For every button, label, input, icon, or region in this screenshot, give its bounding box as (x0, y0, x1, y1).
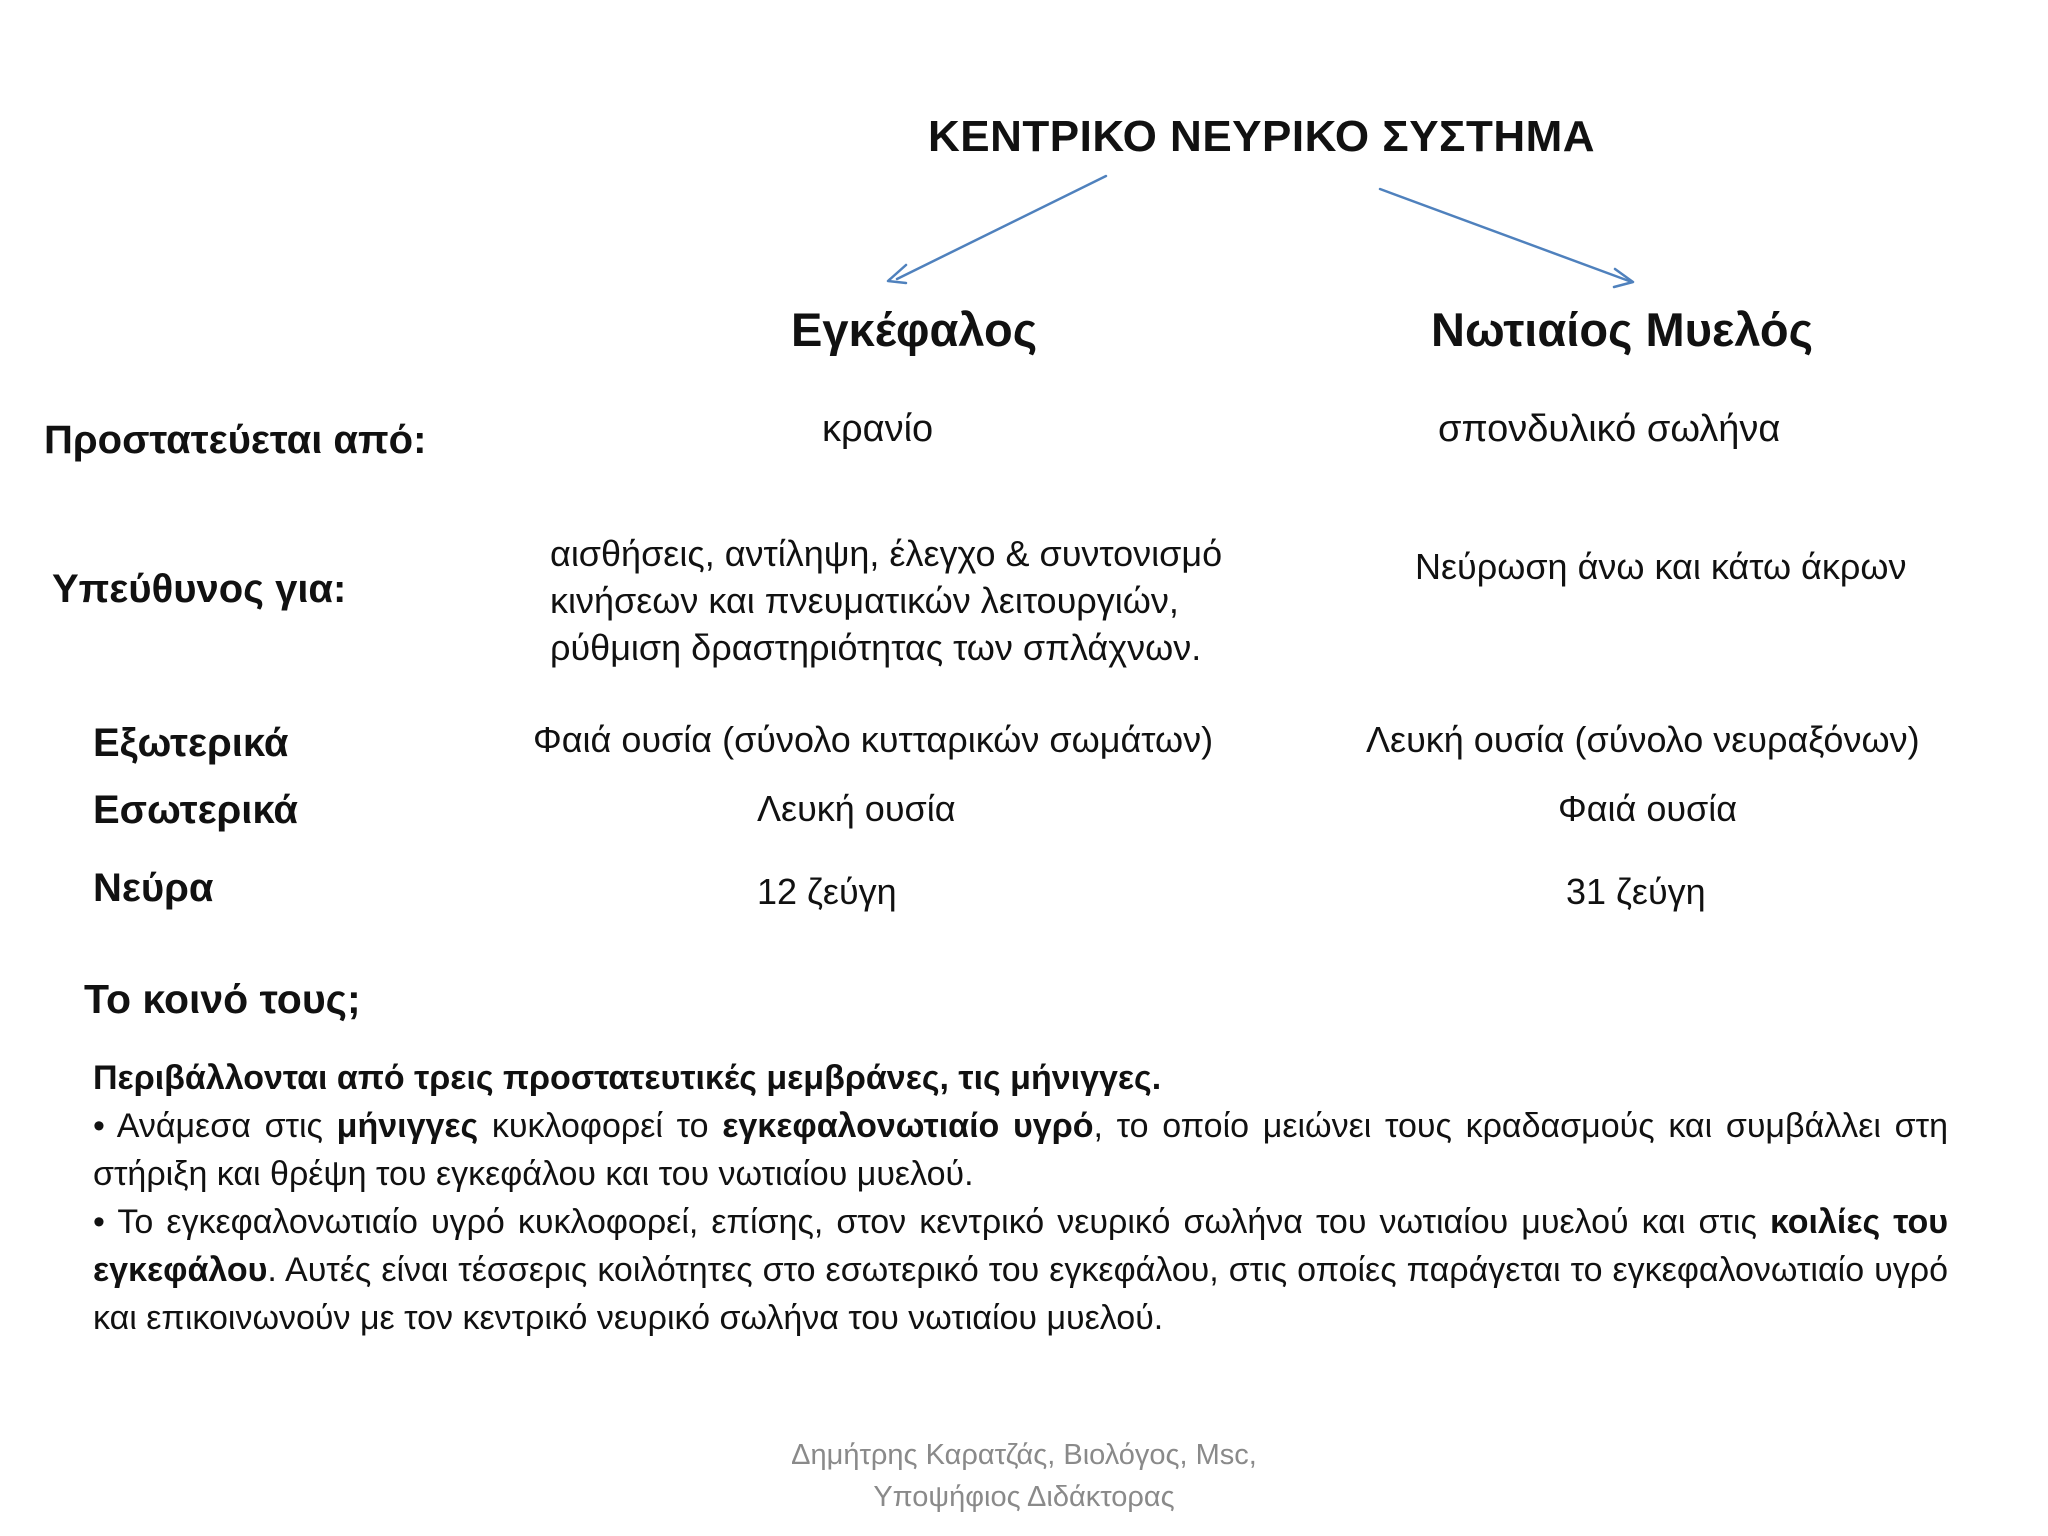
text-span: , το οποίο μειώνει τους κραδασμούς και συμβάλλει στη στήριξη και θρέψη του εγκεφάλου και του νωτιαίου μυελού. (93, 1107, 1948, 1193)
cell-spinal-internal: Φαιά ουσία (1558, 788, 1738, 829)
cell-brain-internal: Λευκή ουσία (757, 788, 956, 829)
row-label-nerves: Νεύρα (93, 866, 214, 910)
arrow-to-brain (897, 176, 1106, 279)
text-line: κινήσεων και πνευματικών λειτουργιών, (550, 580, 1179, 621)
cell-spinal-nerves: 31 ζεύγη (1566, 871, 1706, 912)
row-label-external: Εξωτερικά (93, 721, 289, 765)
cell-brain-external: Φαιά ουσία (σύνολο κυτταρικών σωμάτων) (533, 719, 1214, 760)
text-line: αισθήσεις, αντίληψη, έλεγχο & συντονισμό (550, 533, 1223, 574)
page-title: ΚΕΝΤΡΙΚΟ ΝΕΥΡΙΚΟ ΣΥΣΤΗΜΑ (928, 112, 1596, 161)
row-label-protected-by: Προστατεύεται από: (44, 418, 427, 462)
cell-brain-protected-by: κρανίο (822, 408, 934, 450)
text-span: κυκλοφορεί το (478, 1107, 723, 1145)
bold-term: κοιλίες του εγκεφάλου (93, 1203, 1948, 1289)
footer-line: Υποψήφιος Διδάκτορας (873, 1481, 1175, 1513)
row-label-responsible-for: Υπεύθυνος για: (52, 567, 347, 611)
row-label-internal: Εσωτερικά (93, 788, 298, 832)
arrow-to-brain-head (888, 265, 906, 283)
bullet-item (93, 1198, 1948, 1342)
cell-brain-responsible-for (550, 530, 1310, 671)
column-heading-brain: Εγκέφαλος (791, 303, 1038, 356)
text-line: ρύθμιση δραστηριότητας των σπλάχνων. (550, 627, 1202, 668)
bullet-item (93, 1102, 1948, 1198)
text-span: Ανάμεσα στις (116, 1107, 337, 1145)
footer-line: Δημήτρης Καρατζάς, Βιολόγος, Msc, (791, 1439, 1257, 1471)
bullet-marker: • (93, 1107, 105, 1145)
common-heading: Το κοινό τους; (84, 976, 361, 1022)
common-paragraph (93, 1054, 1948, 1342)
bold-term: μήνιγγες (336, 1107, 479, 1145)
cell-spinal-protected-by: σπονδυλικό σωλήνα (1438, 408, 1781, 450)
text-span: . Αυτές είναι τέσσερις κοιλότητες στο εσωτερικό του εγκεφάλου, στις οποίες παράγεται το εγκεφαλονωτιαίο υγρό και επικοινωνούν με τον κεντρικό νευρικό σωλήνα του νωτιαίου μυελού. (93, 1251, 1948, 1337)
column-heading-spinal-cord: Νωτιαίος Μυελός (1431, 303, 1814, 356)
bold-term: εγκεφαλονωτιαίο υγρό (722, 1107, 1094, 1145)
arrow-to-spinal-cord (1380, 189, 1629, 281)
cell-spinal-responsible-for: Νεύρωση άνω και κάτω άκρων (1415, 546, 1907, 587)
bullet-marker: • (93, 1203, 105, 1241)
common-intro: Περιβάλλονται από τρεις προστατευτικές μεμβράνες, τις μήνιγγες. (93, 1059, 1162, 1097)
cell-spinal-external: Λευκή ουσία (σύνολο νευραξόνων) (1366, 719, 1920, 760)
footer-author (0, 1434, 2048, 1518)
cell-brain-nerves: 12 ζεύγη (757, 871, 897, 912)
text-span: Το εγκεφαλονωτιαίο υγρό κυκλοφορεί, επίσης, στον κεντρικό νευρικό σωλήνα του νωτιαίου μυελού και στις (117, 1203, 1770, 1241)
